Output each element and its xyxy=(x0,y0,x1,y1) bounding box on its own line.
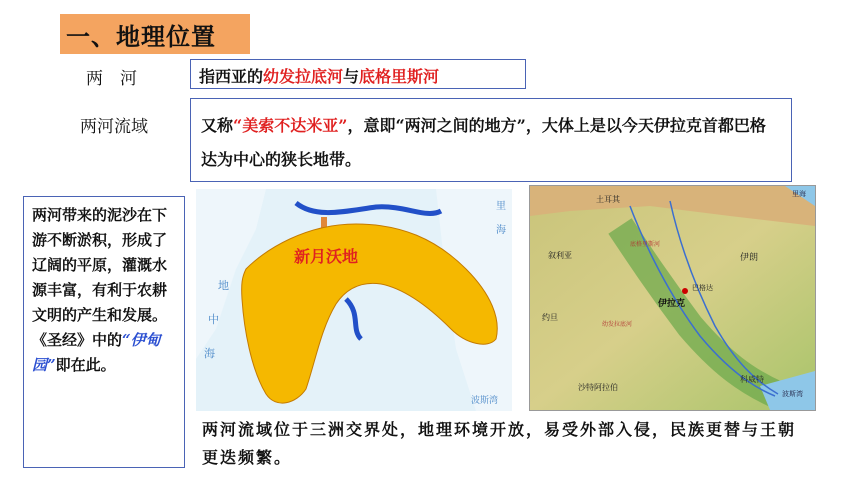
label-gulf: 波斯湾 xyxy=(782,390,803,398)
label-basin: 两河流域 xyxy=(80,117,148,137)
rivers-and: 与 xyxy=(343,67,360,86)
section-title: 一、地理位置 xyxy=(66,22,216,51)
euphrates-river: 幼发拉底河 xyxy=(263,67,344,86)
caspian-char-1: 里 xyxy=(496,201,506,212)
label-jordan: 约旦 xyxy=(542,313,558,322)
crescent-label: 新月沃地 xyxy=(294,247,359,266)
label-baghdad: 巴格达 xyxy=(692,284,713,292)
label-tigris: 底格里斯河 xyxy=(630,241,661,248)
label-saudi: 沙特阿拉伯 xyxy=(578,383,618,392)
eden-name: “伊甸园” xyxy=(32,331,161,374)
side-p1: 两河带来的泥沙在下游不断淤积，形成了辽阔的平原，灌溉水源丰富，有利于农耕文明的产生和发展。《圣经》中的 xyxy=(32,206,168,349)
med-sea-char-1: 地 xyxy=(218,279,229,292)
label-iraq: 伊拉克 xyxy=(658,299,686,309)
iraq-region-map xyxy=(529,185,816,411)
rivers-prefix: 指西亚的 xyxy=(199,67,264,86)
label-iran: 伊朗 xyxy=(740,253,759,263)
caspian-char-2: 海 xyxy=(496,225,506,236)
rivers-definition-box xyxy=(190,59,526,89)
fertile-crescent-map xyxy=(196,189,512,411)
med-sea-char-3: 海 xyxy=(204,347,215,360)
label-caspian: 里海 xyxy=(792,190,806,198)
side-p2: 即在此。 xyxy=(55,356,116,374)
iraq-region-svg xyxy=(530,186,815,410)
med-sea-char-2: 中 xyxy=(208,313,219,326)
label-two-rivers: 两 河 xyxy=(86,69,137,89)
tigris-river: 底格里斯河 xyxy=(359,67,440,86)
basin-p1: 又称 xyxy=(201,116,234,135)
gulf-label: 波斯湾 xyxy=(471,396,499,406)
label-turkey: 土耳其 xyxy=(596,195,620,204)
basin-p2: ，意即“两河之间的地方”，大体上是以今天伊拉克首都巴格达为中心的狭长地带。 xyxy=(201,116,766,169)
label-syria: 叙利亚 xyxy=(548,251,572,260)
fertile-crescent-svg xyxy=(196,189,512,411)
section-title-box xyxy=(60,14,250,54)
side-note-box xyxy=(23,196,185,468)
basin-description-box xyxy=(190,98,792,182)
label-euphrates: 幼发拉底河 xyxy=(602,321,633,328)
bottom-summary: 两河流域位于三洲交界处，地理环境开放，易受外部入侵，民族更替与王朝更迭频繁。 xyxy=(202,420,797,467)
label-kuwait: 科威特 xyxy=(740,375,764,384)
mesopotamia-name: “美索不达米亚” xyxy=(233,116,348,135)
